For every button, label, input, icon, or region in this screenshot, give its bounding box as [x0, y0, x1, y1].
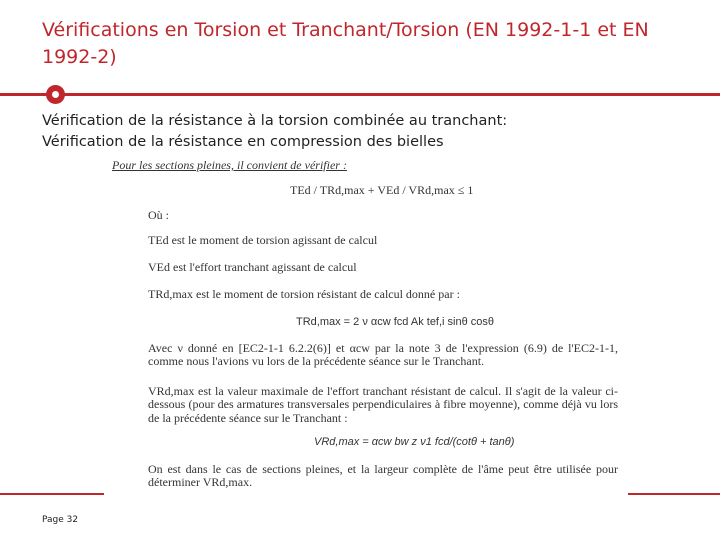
doc-intro: Pour les sections pleines, il convient de vérifier :: [112, 158, 347, 172]
doc-ted-definition: TEd est le moment de torsion agissant de calcul: [148, 233, 378, 247]
doc-paragraph-vrd: VRd,max est la valeur maximale de l'effort tranchant résistant de calcul. Il s'agit de la valeur ci-dessous (pour des armatures transversales perpendiculaires à fibre moyenne), comme déjà vu lors de la précédente séance sur le Tranchant :: [148, 384, 618, 425]
page-number: Page 32: [42, 515, 79, 525]
doc-ou: Où :: [148, 208, 169, 222]
footer-divider-left: [0, 493, 104, 495]
divider-circle-ornament: [46, 85, 65, 104]
slide-subtitle: [42, 111, 682, 153]
doc-paragraph-nu: Avec ν donné en [EC2-1-1 6.2.2(6)] et αcw par la note 3 de l'expression (6.9) de l'EC2-1-1, comme nous l'avions vu lors de la précédente séance sur le Tranchant.: [148, 341, 618, 369]
subtitle-line-1: Vérification de la résistance à la torsion combinée au tranchant:: [42, 113, 508, 129]
doc-paragraph-last: On est dans le cas de sections pleines, et la largeur complète de l'âme peut être utilisée pour déterminer VRd,max.: [148, 462, 618, 490]
doc-equation-2: TRd,max = 2 ν αcw fcd Ak tef,i sinθ cosθ: [296, 316, 495, 328]
doc-trd-definition: TRd,max est le moment de torsion résistant de calcul donné par :: [148, 287, 460, 301]
footer-divider-right: [628, 493, 720, 495]
doc-ved-definition: VEd est l'effort tranchant agissant de calcul: [148, 260, 357, 274]
subtitle-line-2: Vérification de la résistance en compression des bielles: [42, 134, 444, 150]
document-excerpt: [104, 152, 628, 498]
slide-title: Vérifications en Torsion et Tranchant/Torsion (EN 1992-1-1 et EN 1992-2): [42, 19, 649, 68]
doc-equation-3: VRd,max = αcw bw z ν1 fcd/(cotθ + tanθ): [314, 436, 515, 448]
doc-equation-1: TEd / TRd,max + VEd / VRd,max ≤ 1: [290, 183, 474, 197]
title-divider: [0, 93, 720, 96]
